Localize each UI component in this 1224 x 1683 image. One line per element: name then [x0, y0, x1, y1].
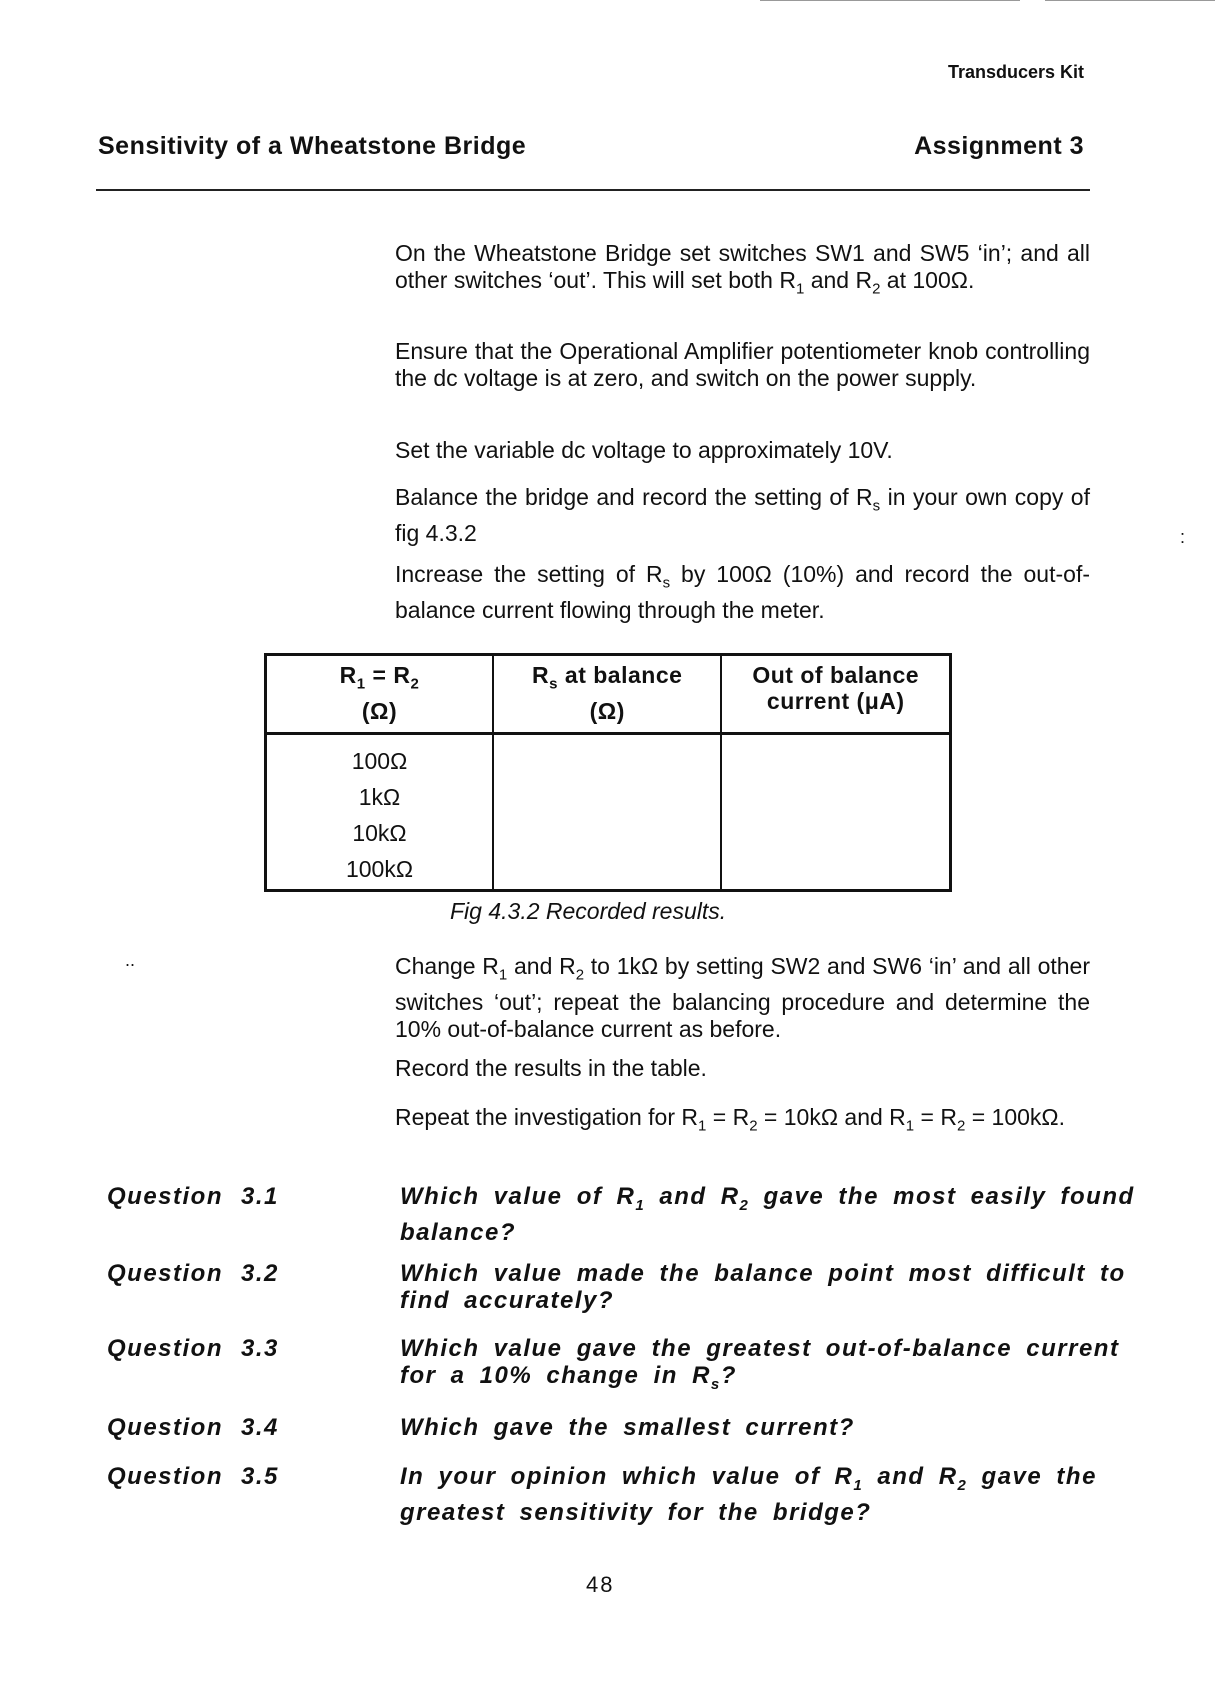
question-text: Which value gave the greatest out-of-balance current for a 10% change in $R_s$?	[400, 1335, 1120, 1393]
question-text: Which value of $R_1$ and $R_2$ gave the most easily found balance?	[400, 1183, 1135, 1246]
instruction-paragraph-8: Repeat the investigation for $R_1 = R_2 = 10k\Omega$ and $R_1 = R_2 = 100k\Omega$.	[395, 1104, 1065, 1135]
question-label: Question 3.1	[107, 1183, 279, 1210]
instruction-paragraph-4: Balance the bridge and record the setting of $R_s$ in your own copy of fig 4.3.2	[395, 484, 1090, 546]
instruction-paragraph-5: Increase the setting of $R_s$ by 100Ω (10%) and record the out-of-balance current flowing through the meter.	[395, 561, 1090, 623]
question-label: Question 3.5	[107, 1463, 279, 1490]
instruction-paragraph-1: On the Wheatstone Bridge set switches SW1 and SW5 ‘in’; and all other switches ‘out’. This will set both $R_1$ and $R_2$ at 100Ω.	[395, 240, 1090, 298]
question-label: Question 3.2	[107, 1260, 279, 1287]
instruction-paragraph-3: Set the variable dc voltage to approximately 10V.	[395, 437, 893, 463]
question-text: Which gave the smallest current?	[400, 1414, 855, 1441]
question-label: Question 3.4	[107, 1414, 279, 1441]
table-row	[266, 733, 951, 890]
section-title: Sensitivity of a Wheatstone Bridge	[98, 132, 527, 160]
top-scan-line-2	[1045, 0, 1215, 1]
assignment-label: Assignment 3	[914, 132, 1084, 160]
question-text: In your opinion which value of $R_1$ and $R_2$ gave the greatest sensitivity for the bridge?	[400, 1463, 1097, 1526]
table-header-row	[266, 655, 951, 734]
rs-balance-empty-cell	[493, 733, 722, 890]
header-r1-r2: $R_1 = R_2$ (Ω)	[266, 655, 493, 734]
resistance-value: 100kΩ	[345, 855, 414, 882]
resistance-value: 10kΩ	[352, 819, 407, 846]
instruction-paragraph-2: Ensure that the Operational Amplifier potentiometer knob controlling the dc voltage is at zero, and switch on the power supply.	[395, 338, 1090, 391]
page-number: 48	[586, 1572, 615, 1597]
header-rs-at-balance: $R_s$ at balance (Ω)	[493, 655, 722, 734]
instruction-paragraph-6: Change $R_1$ and $R_2$ to 1kΩ by setting SW2 and SW6 ‘in’ and all other switches ‘out’; repeat the balancing procedure and determine the 10% out-of-balance current as before.	[395, 953, 1090, 1042]
resistance-value: 100Ω	[351, 747, 408, 774]
header-out-of-balance-current: Out of balance current (μA)	[721, 655, 950, 734]
resistance-values-cell	[266, 733, 493, 890]
resistance-value: 1kΩ	[358, 783, 401, 810]
top-scan-line	[760, 0, 1020, 1]
figure-caption: Fig 4.3.2 Recorded results.	[450, 898, 727, 924]
question-text: Which value made the balance point most difficult to find accurately?	[400, 1260, 1126, 1314]
margin-mark-right: :	[1180, 527, 1186, 547]
results-table	[264, 653, 952, 892]
question-label: Question 3.3	[107, 1335, 279, 1362]
instruction-paragraph-7: Record the results in the table.	[395, 1055, 707, 1081]
current-empty-cell	[721, 733, 950, 890]
header-divider	[96, 189, 1090, 191]
margin-mark-left: ..	[125, 950, 136, 970]
kit-title: Transducers Kit	[947, 62, 1084, 82]
